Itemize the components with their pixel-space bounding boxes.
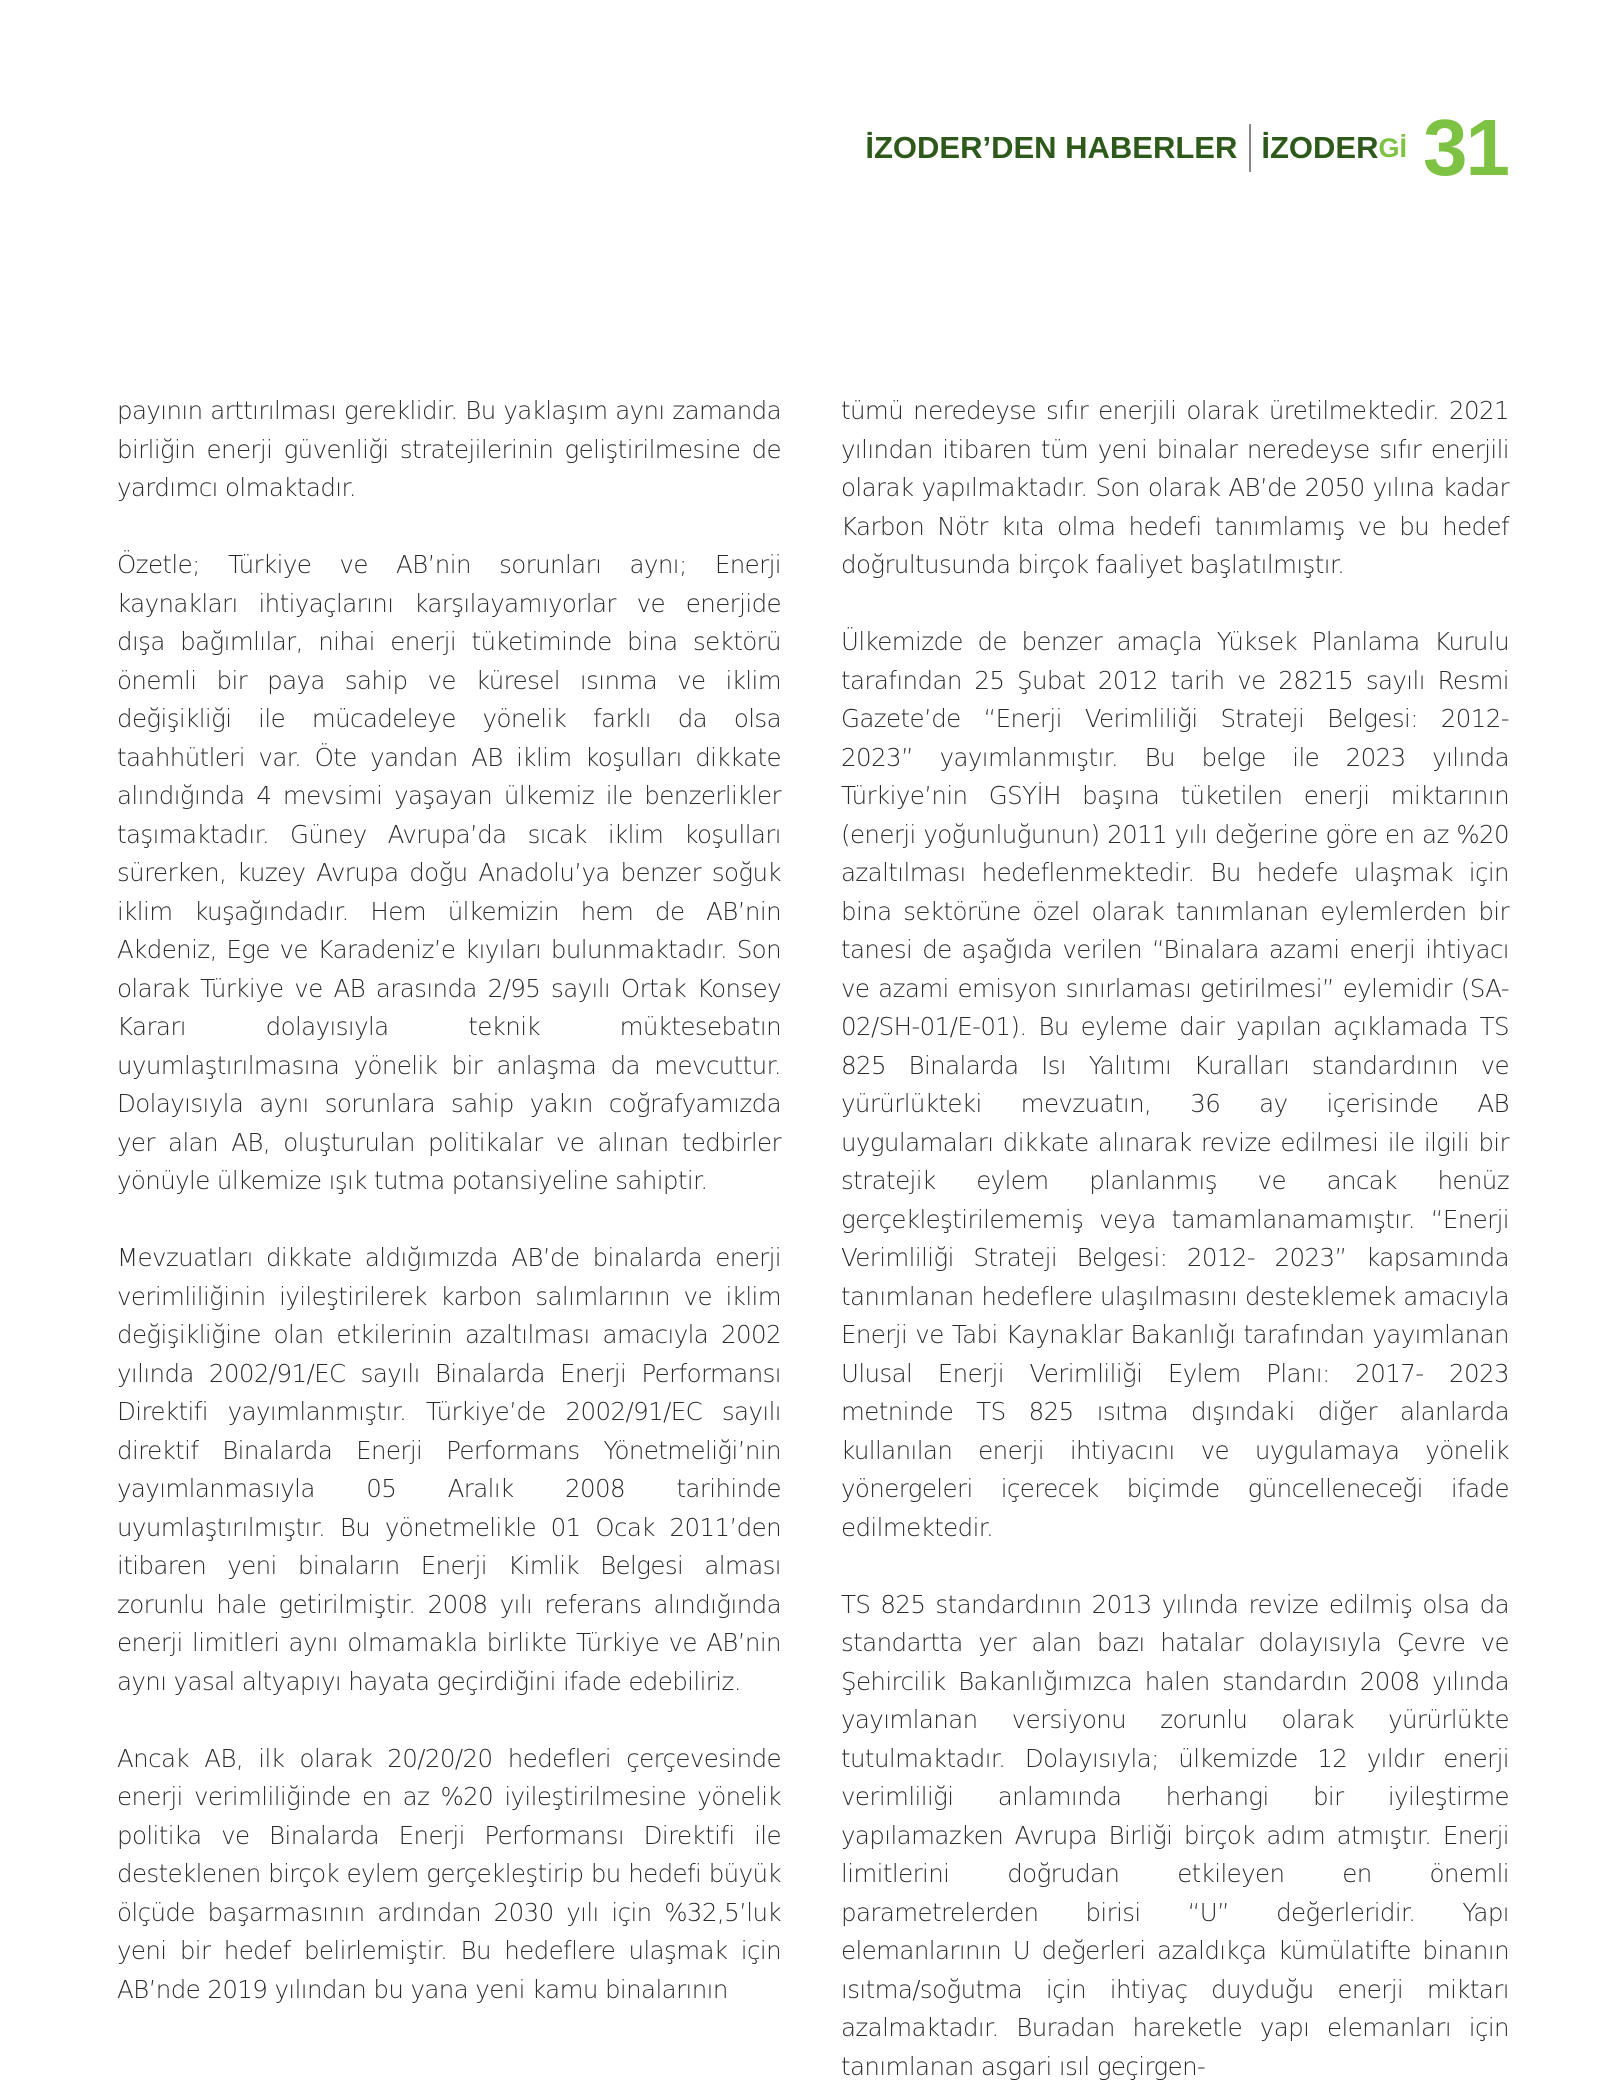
paragraph: tümü neredeyse sıfır enerjili olarak üretilmektedir. 2021 yılından itibaren tüm yeni binalar neredeyse sıfır enerjili olarak yapılmaktadır. Son olarak AB’de 2050 yılına kadar Karbon Nötr kıta olma hedefi tanımlamış ve bu hedef doğrultusunda birçok faaliyet başlatılmıştır. (841, 392, 1509, 585)
paragraph: Ancak AB, ilk olarak 20/20/20 hedefleri çerçevesinde enerji verimliliğinde en az %20 iyileştirilmesine yönelik politika ve Binalarda Enerji Performansı Direktifi ile desteklenen birçok eylem gerçekleştirip bu hedefi büyük ölçüde başarmasının ardından 2030 yılı için %32,5’luk yeni bir hedef belirlemiştir. Bu hedeflere ulaşmak için AB’nde 2019 yılından bu yana yeni kamu binalarının (117, 1740, 781, 2010)
section-title: İZODER’DEN HABERLER (865, 130, 1237, 166)
right-column (841, 392, 1509, 2086)
paragraph: Ülkemizde de benzer amaçla Yüksek Planlama Kurulu tarafından 25 Şubat 2012 tarih ve 28215 sayılı Resmi Gazete’de “Enerji Verimliliği Strateji Belgesi: 2012- 2023” yayımlanmıştır. Bu belge ile 2023 yılında Türkiye’nin GSYİH başına tüketilen enerji miktarının (enerji yoğunluğunun) 2011 yılı değerine göre en az %20 azaltılması hedeflenmektedir. Bu hedefe ulaşmak için bina sektörüne özel olarak tanımlanan eylemlerden bir tanesi de aşağıda verilen “Binalara azami enerji ihtiyacı ve azami emisyon sınırlaması getirilmesi” eylemidir (SA-02/SH-01/E-01). Bu eyleme dair yapılan açıklamada TS 825 Binalarda Isı Yalıtımı Kuralları standardının ve yürürlükteki mevzuatın, 36 ay içerisinde AB uygulamaları dikkate alınarak revize edilmesi ile ilgili bir stratejik eylem planlanmış ve ancak henüz gerçekleştirilememiş veya tamamlanamamıştır. “Enerji Verimliliği Strateji Belgesi: 2012- 2023” kapsamında tanımlanan hedeflere ulaşılmasını desteklemek amacıyla Enerji ve Tabi Kaynaklar Bakanlığı tarafından yayımlanan Ulusal Enerji Verimliliği Eylem Planı: 2017- 2023 metninde TS 825 ısıtma dışındaki diğer alanlarda kullanılan enerji ihtiyacını ve uygulamaya yönelik yönergeleri içerecek biçimde güncelleneceği ifade edilmektedir. (841, 623, 1509, 1547)
paragraph: payının arttırılması gereklidir. Bu yaklaşım aynı zamanda birliğin enerji güvenliği stratejilerinin geliştirilmesine de yardımcı olmaktadır. (117, 392, 781, 508)
article-body (117, 392, 1509, 2086)
left-column (117, 392, 781, 2086)
header-divider (1249, 124, 1251, 172)
paragraph: TS 825 standardının 2013 yılında revize edilmiş olsa da standartta yer alan bazı hatalar dolayısıyla Çevre ve Şehircilik Bakanlığımızca halen standardın 2008 yılında yayımlanan versiyonu zorunlu olarak yürürlükte tutulmaktadır. Dolayısıyla; ülkemizde 12 yıldır enerji verimliliği anlamında herhangi bir iyileştirme yapılamazken Avrupa Birliği birçok adım atmıştır. Enerji limitlerini doğrudan etkileyen en önemli parametrelerden birisi “U” değerleridir. Yapı elemanlarının U değerleri azaldıkça kümülatifte binanın ısıtma/soğutma için ihtiyaç duyduğu enerji miktarı azalmaktadır. Buradan hareketle yapı elemanları için tanımlanan asgari ısıl geçirgen- (841, 1586, 1509, 2086)
paragraph: Özetle; Türkiye ve AB’nin sorunları aynı; Enerji kaynakları ihtiyaçlarını karşılayamıyorlar ve enerjide dışa bağımlılar, nihai enerji tüketiminde bina sektörü önemli bir paya sahip ve küresel ısınma ve iklim değişikliği ile mücadeleye yönelik farklı da olsa taahhütleri var. Öte yandan AB iklim koşulları dikkate alındığında 4 mevsimi yaşayan ülkemiz ile benzerlikler taşımaktadır. Güney Avrupa’da sıcak iklim koşulları sürerken, kuzey Avrupa doğu Anadolu’ya benzer soğuk iklim kuşağındadır. Hem ülkemizin hem de AB’nin Akdeniz, Ege ve Karadeniz’e kıyıları bulunmaktadır. Son olarak Türkiye ve AB arasında 2/95 sayılı Ortak Konsey Kararı dolayısıyla teknik müktesebatın uyumlaştırılmasına yönelik bir anlaşma da mevcuttur. Dolayısıyla aynı sorunlara sahip yakın coğrafyamızda yer alan AB, oluşturulan politikalar ve alınan tedbirler yönüyle ülkemize ışık tutma potansiyeline sahiptir. (117, 546, 781, 1201)
magazine-name-accent: Gİ (1379, 133, 1408, 164)
page-header (865, 108, 1508, 188)
paragraph: Mevzuatları dikkate aldığımızda AB’de binalarda enerji verimliliğinin iyileştirilerek karbon salımlarının ve iklim değişikliğine olan etkilerinin azaltılması amacıyla 2002 yılında 2002/91/EC sayılı Binalarda Enerji Performansı Direktifi yayımlanmıştır. Türkiye’de 2002/91/EC sayılı direktif Binalarda Enerji Performans Yönetmeliği’nin yayımlanmasıyla 05 Aralık 2008 tarihinde uyumlaştırılmıştır. Bu yönetmelikle 01 Ocak 2011’den itibaren yeni binaların Enerji Kimlik Belgesi alması zorunlu hale getirilmiştir. 2008 yılı referans alındığında enerji limitleri aynı olmamakla birlikte Türkiye ve AB’nin aynı yasal altyapıyı hayata geçirdiğini ifade edebiliriz. (117, 1239, 781, 1701)
page-number: 31 (1423, 108, 1508, 188)
magazine-name: İZODER (1261, 130, 1378, 166)
